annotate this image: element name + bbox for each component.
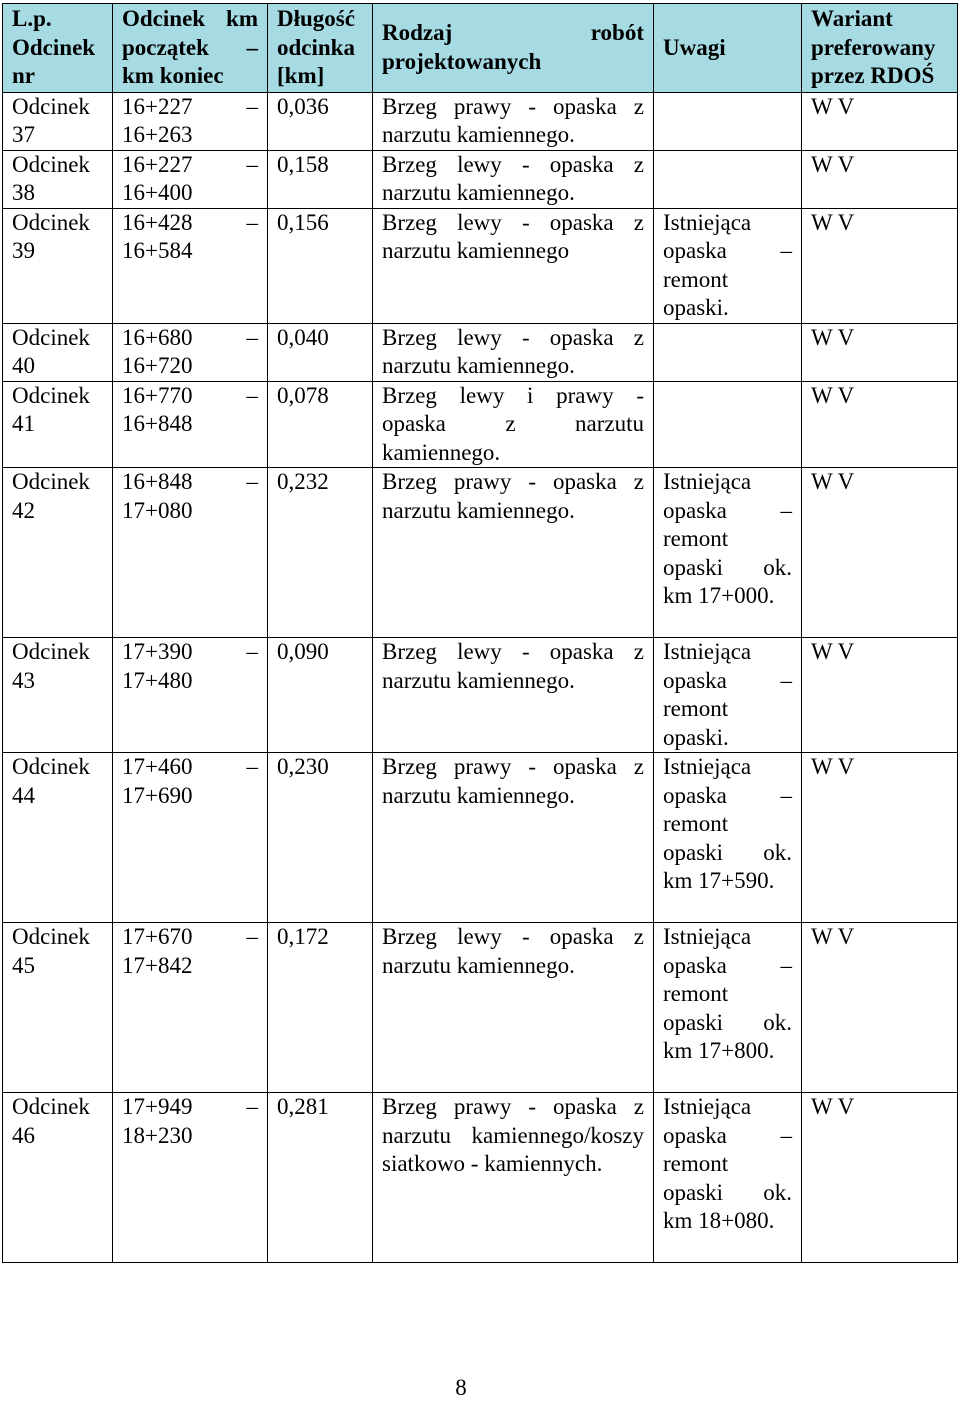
cell-length: 0,090 — [268, 638, 373, 753]
cell-length: 0,172 — [268, 923, 373, 1093]
cell-km: 16+428 – 16+584 — [113, 208, 268, 323]
cell-length: 0,232 — [268, 468, 373, 638]
cell-variant: W V — [802, 753, 958, 923]
cell-km: 16+680 – 16+720 — [113, 323, 268, 381]
cell-km: 16+227 – 16+263 — [113, 92, 268, 150]
cell-type: Brzeg prawy - opaska z narzutu kamiennego. — [373, 92, 654, 150]
cell-name: Odcinek 37 — [3, 92, 113, 150]
cell-notes — [654, 150, 802, 208]
cell-name: Odcinek 46 — [3, 1093, 113, 1263]
page-number: 8 — [455, 1375, 467, 1400]
cell-type: Brzeg prawy - opaska z narzutu kamiennego. — [373, 753, 654, 923]
header-type: Rodzaj robót projektowanych — [373, 4, 654, 93]
cell-notes: Istniejąca opaska – remont opaski ok. km 17+800. — [654, 923, 802, 1093]
cell-km: 16+770 – 16+848 — [113, 381, 268, 468]
header-length: Długość odcinka [km] — [268, 4, 373, 93]
header-lp: L.p. Odcinek nr — [3, 4, 113, 93]
cell-type: Brzeg lewy - opaska z narzutu kamiennego. — [373, 150, 654, 208]
cell-name: Odcinek 45 — [3, 923, 113, 1093]
cell-type: Brzeg lewy - opaska z narzutu kamiennego — [373, 208, 654, 323]
cell-length: 0,078 — [268, 381, 373, 468]
table-row — [3, 468, 958, 638]
table-row — [3, 150, 958, 208]
cell-variant: W V — [802, 923, 958, 1093]
cell-variant: W V — [802, 150, 958, 208]
cell-name: Odcinek 40 — [3, 323, 113, 381]
cell-km: 17+460 – 17+690 — [113, 753, 268, 923]
cell-type: Brzeg lewy - opaska z narzutu kamiennego. — [373, 923, 654, 1093]
cell-notes — [654, 323, 802, 381]
cell-km: 17+670 – 17+842 — [113, 923, 268, 1093]
table-row — [3, 923, 958, 1093]
cell-notes: Istniejąca opaska – remont opaski. — [654, 208, 802, 323]
table-row — [3, 323, 958, 381]
cell-notes: Istniejąca opaska – remont opaski. — [654, 638, 802, 753]
table-row — [3, 381, 958, 468]
cell-length: 0,040 — [268, 323, 373, 381]
cell-type: Brzeg lewy - opaska z narzutu kamiennego. — [373, 323, 654, 381]
cell-notes — [654, 92, 802, 150]
cell-type: Brzeg lewy - opaska z narzutu kamiennego. — [373, 638, 654, 753]
header-variant: Wariant preferowany przez RDOŚ — [802, 4, 958, 93]
cell-name: Odcinek 44 — [3, 753, 113, 923]
table-row — [3, 1093, 958, 1263]
cell-km: 16+848 – 17+080 — [113, 468, 268, 638]
cell-name: Odcinek 39 — [3, 208, 113, 323]
table-row — [3, 208, 958, 323]
table-row — [3, 638, 958, 753]
cell-variant: W V — [802, 381, 958, 468]
cell-length: 0,230 — [268, 753, 373, 923]
cell-name: Odcinek 43 — [3, 638, 113, 753]
table-row — [3, 753, 958, 923]
table-header-row — [3, 4, 958, 93]
cell-variant: W V — [802, 208, 958, 323]
cell-km: 17+949 – 18+230 — [113, 1093, 268, 1263]
cell-notes — [654, 381, 802, 468]
cell-name: Odcinek 38 — [3, 150, 113, 208]
cell-length: 0,156 — [268, 208, 373, 323]
cell-variant: W V — [802, 638, 958, 753]
cell-km: 17+390 – 17+480 — [113, 638, 268, 753]
cell-variant: W V — [802, 323, 958, 381]
header-km: Odcinek km początek – km koniec — [113, 4, 268, 93]
header-notes: Uwagi — [654, 4, 802, 93]
cell-notes: Istniejąca opaska – remont opaski ok. km 18+080. — [654, 1093, 802, 1263]
cell-type: Brzeg prawy - opaska z narzutu kamiennego. — [373, 468, 654, 638]
cell-notes: Istniejąca opaska – remont opaski ok. km 17+590. — [654, 753, 802, 923]
cell-km: 16+227 – 16+400 — [113, 150, 268, 208]
cell-length: 0,158 — [268, 150, 373, 208]
cell-variant: W V — [802, 92, 958, 150]
cell-type: Brzeg lewy i prawy - opaska z narzutu kamiennego. — [373, 381, 654, 468]
cell-length: 0,281 — [268, 1093, 373, 1263]
works-table — [2, 3, 958, 1263]
cell-type: Brzeg prawy - opaska z narzutu kamiennego/koszy siatkowo - kamiennych. — [373, 1093, 654, 1263]
cell-length: 0,036 — [268, 92, 373, 150]
table-row — [3, 92, 958, 150]
cell-name: Odcinek 41 — [3, 381, 113, 468]
cell-variant: W V — [802, 468, 958, 638]
cell-name: Odcinek 42 — [3, 468, 113, 638]
cell-notes: Istniejąca opaska – remont opaski ok. km 17+000. — [654, 468, 802, 638]
cell-variant: W V — [802, 1093, 958, 1263]
